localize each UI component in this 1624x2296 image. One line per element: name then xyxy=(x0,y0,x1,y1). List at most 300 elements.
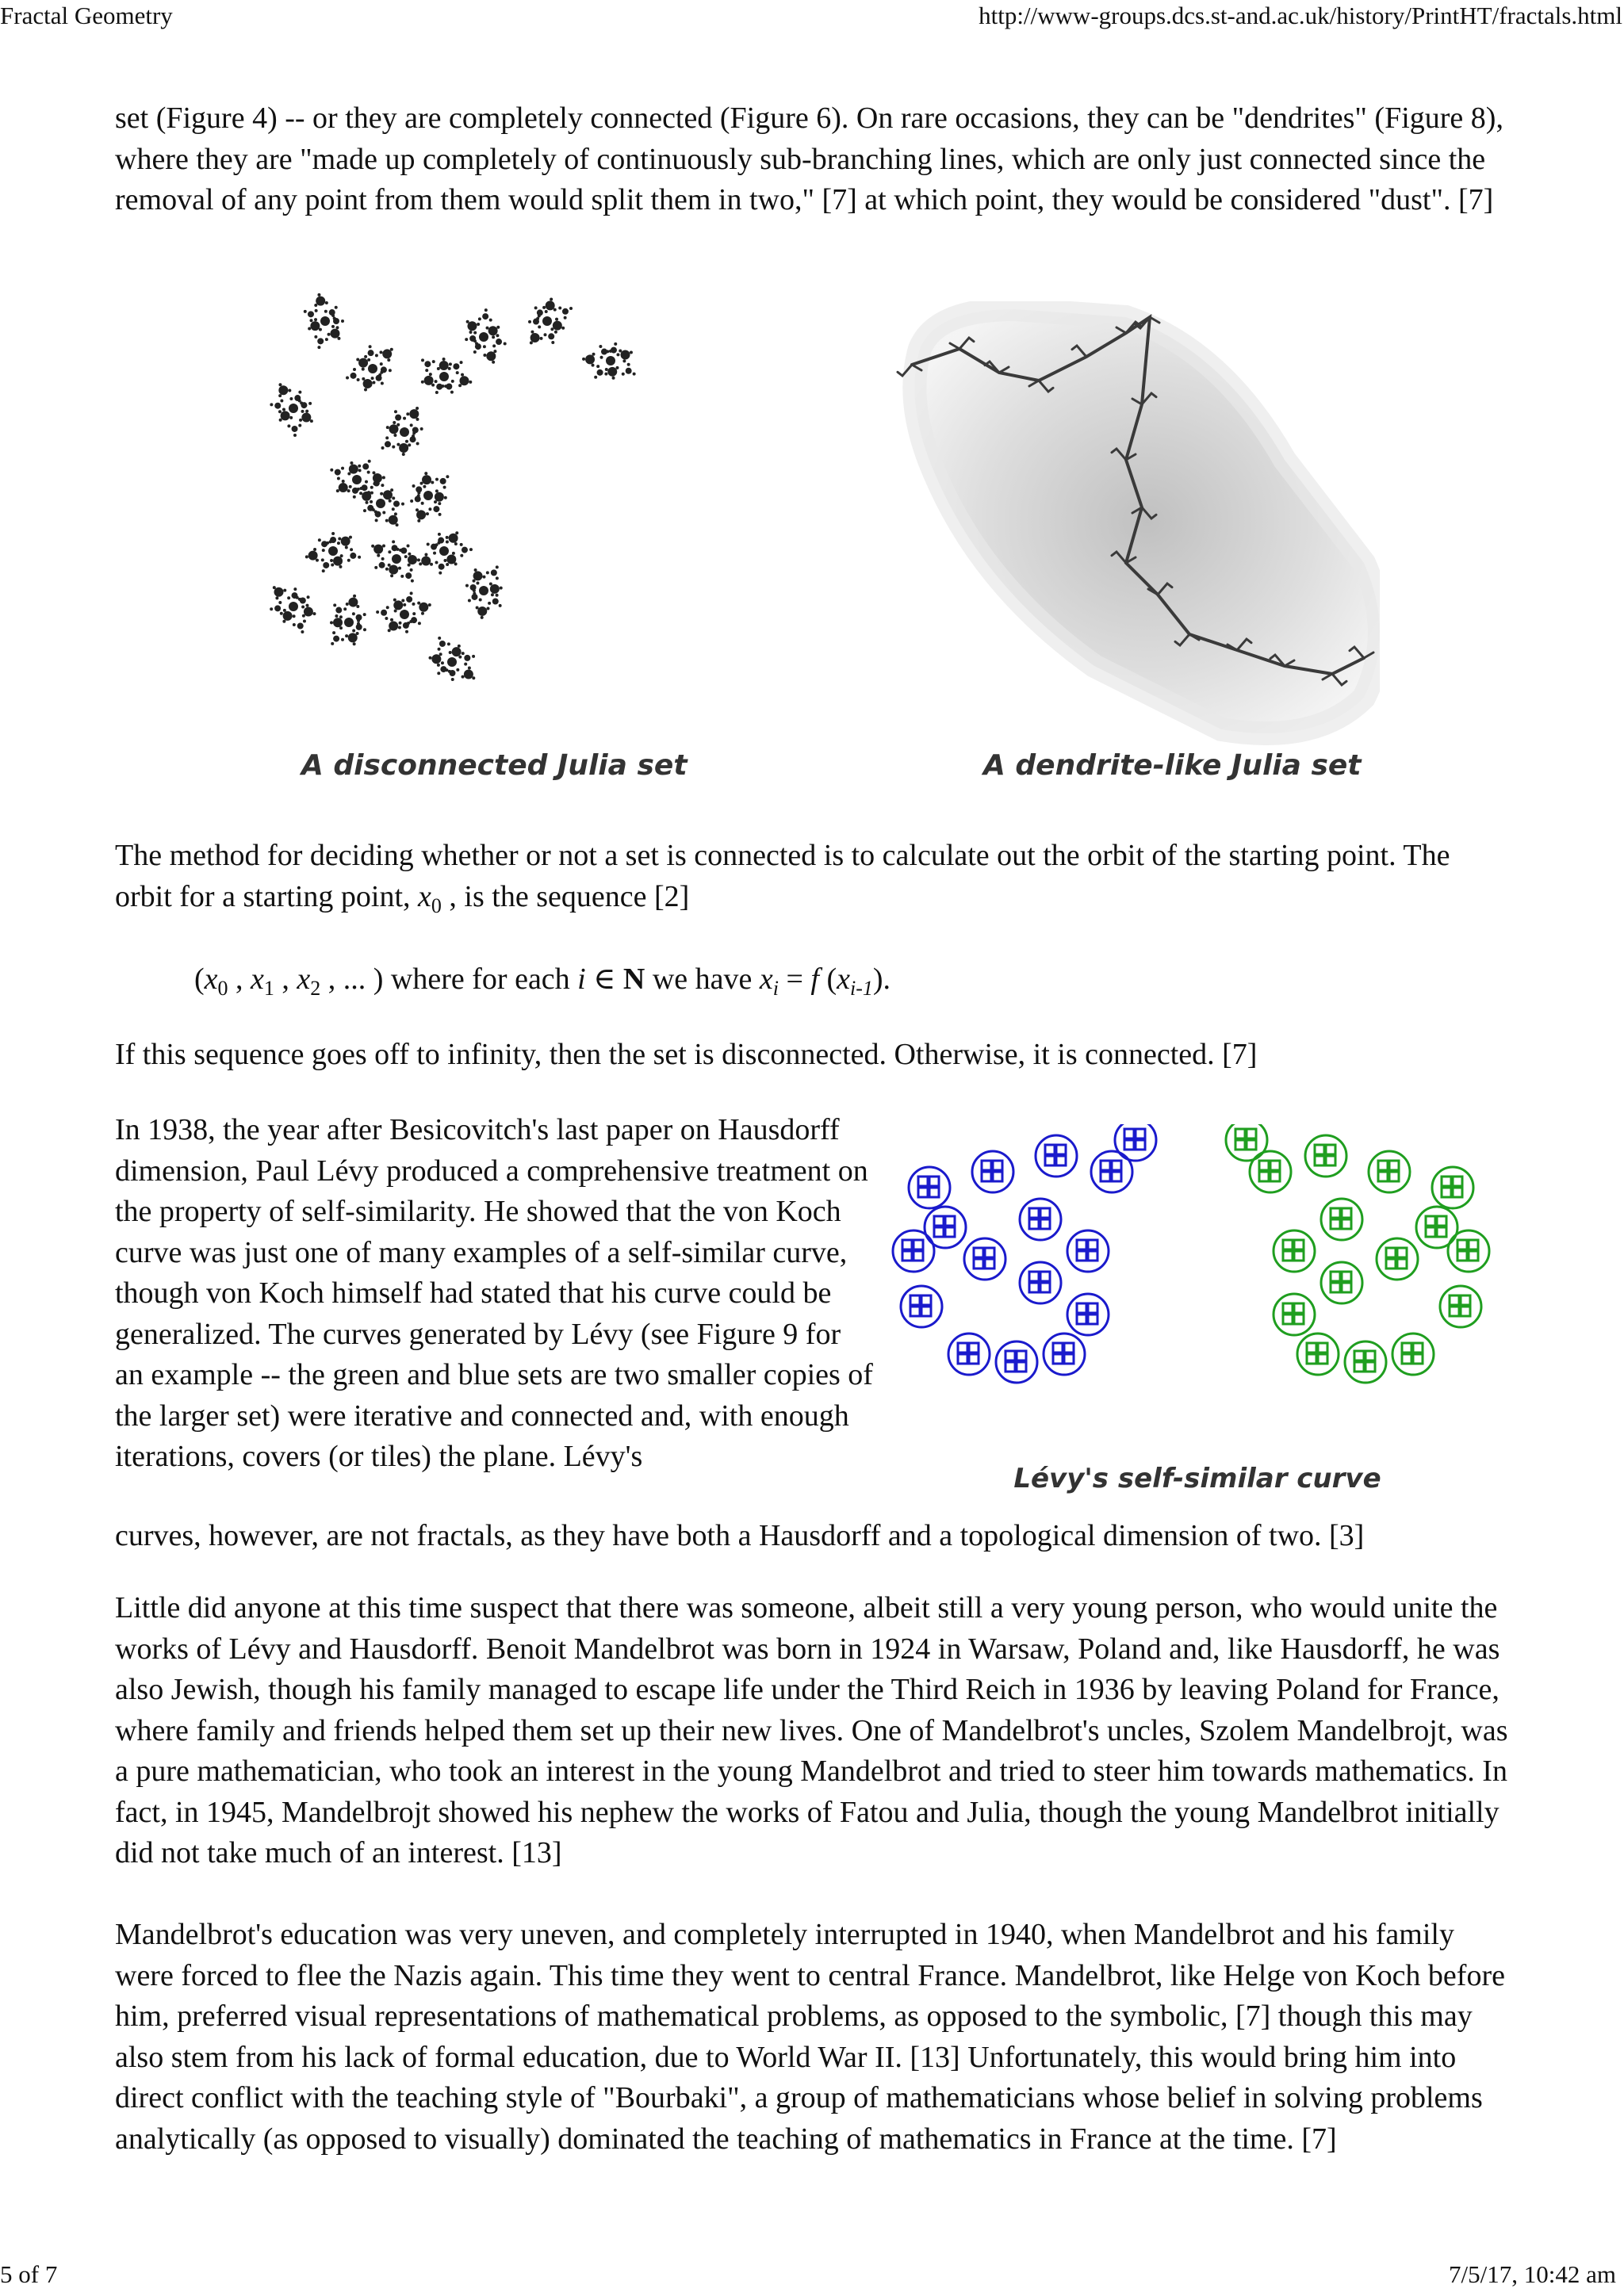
levy-square xyxy=(1318,1354,1327,1364)
fractal-blob xyxy=(297,622,304,629)
fractal-dot xyxy=(372,381,375,384)
fractal-blob xyxy=(553,321,562,331)
fractal-blob xyxy=(548,333,554,339)
fractal-dot xyxy=(491,593,494,596)
fractal-dot xyxy=(392,446,395,449)
fractal-dot xyxy=(460,554,463,557)
fractal-dot xyxy=(301,630,304,633)
fractal-dot xyxy=(429,656,432,660)
fractal-dot xyxy=(555,318,558,321)
fractal-dot xyxy=(337,477,340,480)
fractal-blob xyxy=(333,618,343,627)
levy-square xyxy=(1259,1172,1269,1181)
fractal-dot xyxy=(451,678,454,681)
levy-square xyxy=(1318,1343,1327,1353)
fractal-blob xyxy=(274,403,281,409)
fractal-dot xyxy=(472,655,475,658)
fractal-dot xyxy=(446,541,449,544)
fractal-dot xyxy=(582,358,585,361)
fractal-dot xyxy=(373,476,377,479)
fractal-dot xyxy=(402,453,405,456)
fractal-dot xyxy=(394,609,397,612)
fractal-dot xyxy=(540,337,543,340)
fractal-dot xyxy=(442,358,446,361)
levy-square xyxy=(1040,1272,1050,1281)
levy-square xyxy=(969,1343,979,1353)
levy-square xyxy=(1389,1172,1399,1181)
fractal-dot xyxy=(443,559,446,562)
paragraph-orbit xyxy=(115,836,1511,917)
fractal-dot xyxy=(380,492,383,496)
fractal-blob xyxy=(416,510,426,519)
levy-square xyxy=(1442,1188,1451,1197)
levy-square xyxy=(969,1354,979,1364)
fractal-dot xyxy=(604,373,607,376)
fractal-dot xyxy=(417,492,420,495)
levy-square xyxy=(1101,1161,1110,1170)
fractal-dot xyxy=(347,559,350,562)
fractal-blob xyxy=(422,475,431,484)
fractal-dot xyxy=(460,361,463,364)
fractal-blob xyxy=(464,669,473,679)
levy-square xyxy=(1389,1161,1399,1170)
fractal-dot xyxy=(345,546,348,549)
fractal-blob xyxy=(399,443,408,453)
levy-square xyxy=(1064,1354,1074,1364)
fractal-dot xyxy=(403,603,406,607)
fractal-blob xyxy=(323,562,329,568)
fractal-dot xyxy=(486,571,489,574)
fractal-dot xyxy=(314,304,317,307)
fractal-dot xyxy=(330,621,333,624)
fractal-dot xyxy=(273,586,276,589)
fractal-dot xyxy=(380,362,383,365)
fractal-dot xyxy=(389,369,392,372)
fractal-dot xyxy=(592,364,595,367)
fractal-blob xyxy=(607,367,617,377)
levy-square xyxy=(902,1251,912,1261)
fractal-dot xyxy=(353,496,356,499)
fractal-dot xyxy=(288,388,291,392)
fractal-blob xyxy=(294,395,301,401)
fractal-blob xyxy=(482,313,488,320)
levy-square xyxy=(1402,1354,1411,1364)
levy-square xyxy=(1331,1272,1340,1281)
levy-square xyxy=(1331,1208,1340,1218)
eq-N: N xyxy=(622,962,645,996)
footer-datetime: 7/5/17, 10:42 am xyxy=(1449,2260,1616,2288)
fractal-dot xyxy=(460,543,463,546)
fractal-dot xyxy=(387,358,390,362)
fractal-blob xyxy=(335,469,341,476)
fractal-blob xyxy=(349,465,358,474)
fractal-dot xyxy=(337,337,340,340)
fractal-dot xyxy=(435,478,439,481)
levy-square xyxy=(1283,1303,1293,1313)
fractal-dot xyxy=(339,615,343,618)
julia-dendrite-caption: A dendrite-like Julia set xyxy=(983,749,1362,782)
fractal-dot xyxy=(379,350,382,354)
fractal-blob xyxy=(379,562,385,568)
fractal-dot xyxy=(558,306,561,309)
fractal-dot xyxy=(439,513,442,516)
fractal-dot xyxy=(469,331,473,334)
fractal-dot xyxy=(469,381,472,384)
fractal-blob xyxy=(392,545,398,551)
fractal-core xyxy=(344,618,354,627)
fractal-blob xyxy=(475,343,481,350)
fractal-dot xyxy=(417,558,420,561)
orbit-var: x xyxy=(418,879,431,913)
levy-square xyxy=(1315,1156,1324,1165)
fractal-blob xyxy=(452,647,462,656)
fractal-dot xyxy=(434,500,437,503)
fractal-dot xyxy=(331,564,334,567)
fractal-dot xyxy=(346,377,349,380)
eq-close: ). xyxy=(872,962,891,996)
fractal-dot xyxy=(500,587,503,590)
levy-square xyxy=(958,1343,967,1353)
levy-square xyxy=(934,1227,944,1237)
fractal-blob xyxy=(459,376,469,385)
fractal-dot xyxy=(420,427,423,430)
fractal-blob xyxy=(393,600,403,610)
fractal-dot xyxy=(336,489,339,492)
levy-square xyxy=(1457,1251,1467,1261)
levy-square xyxy=(1307,1343,1316,1353)
fractal-blob xyxy=(462,547,468,553)
fractal-blob xyxy=(301,413,311,423)
eq-sub1: 1 xyxy=(263,977,274,1000)
fractal-dot xyxy=(594,376,597,379)
fractal-dot xyxy=(305,410,308,413)
fractal-dot xyxy=(616,353,619,356)
fractal-blob xyxy=(408,555,417,564)
fractal-dot xyxy=(483,354,486,357)
fractal-blob xyxy=(389,621,398,630)
fractal-dot xyxy=(392,496,395,499)
fractal-dot xyxy=(312,612,316,615)
fractal-blob xyxy=(562,308,569,315)
levy-square xyxy=(1270,1161,1280,1170)
fractal-blob xyxy=(304,607,313,617)
levy-square xyxy=(1056,1156,1066,1165)
levy-square xyxy=(1453,1177,1462,1186)
fractal-dot xyxy=(293,614,296,618)
fractal-blob xyxy=(621,350,630,359)
levy-square xyxy=(1017,1351,1026,1360)
fractal-blob xyxy=(348,598,358,607)
fractal-dot xyxy=(612,377,615,380)
levy-square xyxy=(918,1177,928,1186)
levy-square xyxy=(1386,1259,1396,1269)
fractal-dot xyxy=(313,548,316,551)
levy-square xyxy=(918,1188,928,1197)
disconnected-julia-set-image xyxy=(246,289,698,733)
fractal-dot xyxy=(416,442,419,445)
fractal-dot xyxy=(450,391,454,394)
fractal-dot xyxy=(356,358,359,361)
fractal-dot xyxy=(482,576,485,579)
levy-square xyxy=(1354,1351,1364,1360)
fractal-blob xyxy=(389,564,398,574)
fractal-blob xyxy=(373,545,383,554)
levy-square xyxy=(1378,1161,1388,1170)
fractal-dot xyxy=(538,325,541,328)
levy-square xyxy=(1247,1129,1256,1138)
fractal-blob xyxy=(350,553,356,559)
orbit-equation xyxy=(194,959,891,1001)
fractal-dot xyxy=(488,602,491,605)
fractal-dot xyxy=(466,320,469,323)
fractal-blob xyxy=(278,385,288,395)
fractal-dot xyxy=(307,595,310,599)
levy-square xyxy=(1101,1172,1110,1181)
fractal-dot xyxy=(308,327,311,331)
fractal-dot xyxy=(396,423,400,427)
fractal-blob xyxy=(362,484,368,491)
levy-caption: Lévy's self-similar curve xyxy=(1013,1463,1381,1494)
fractal-dot xyxy=(615,366,619,369)
levy-square xyxy=(1342,1219,1351,1229)
eq-i: i xyxy=(577,962,586,996)
fractal-dot xyxy=(283,609,286,612)
fractal-dot xyxy=(398,626,401,629)
fractal-dot xyxy=(428,603,431,607)
eq-open: ( xyxy=(194,962,205,996)
fractal-dot xyxy=(341,467,344,470)
fractal-dot xyxy=(477,323,480,326)
fractal-dot xyxy=(377,554,380,557)
fractal-dot xyxy=(438,637,441,640)
levy-square xyxy=(1136,1140,1145,1150)
fractal-dot xyxy=(372,471,375,474)
fractal-blob xyxy=(274,587,284,597)
fractal-dot xyxy=(481,616,484,619)
fractal-dot xyxy=(382,511,385,514)
fractal-dot xyxy=(331,325,335,328)
fractal-dot xyxy=(439,572,442,575)
fractal-blob xyxy=(546,300,555,310)
fractal-dot xyxy=(545,310,548,313)
fractal-dot xyxy=(393,434,396,437)
eq-sub2: 2 xyxy=(310,977,321,1000)
levy-square xyxy=(974,1248,983,1257)
fractal-dot xyxy=(353,642,356,645)
fractal-blob xyxy=(435,492,444,502)
fractal-dot xyxy=(418,622,421,625)
fractal-dot xyxy=(417,519,420,522)
paragraph-mandelbrot-youth: Little did anyone at this time suspect that there was someone, albeit still a very young person, who would unite the works of Lévy and Hausdorff. Benoit Mandelbrot was born in 1924 in Warsaw, Poland and, like Hausdorff, he was also Jewish, though his family managed to escape life under the Third Reich in 1936 by leaving Poland for France, where family and friends helped them set up their new lives. One of Mandelbrot's uncles, Szolem Mandelbrojt, was a pure mathematician, who took an interest in the young Mandelbrot and tried to steer him towards mathematics. In fact, in 1945, Mandelbrojt showed his nephew the works of Fatou and Julia, though the young Mandelbrot initially did not take much of an interest. [13] xyxy=(115,1591,1508,1869)
fractal-dot xyxy=(454,542,458,545)
fractal-blob xyxy=(473,571,483,580)
fractal-dot xyxy=(473,350,477,354)
eq-f: f xyxy=(810,962,819,996)
levy-square xyxy=(921,1295,931,1305)
levy-square xyxy=(1235,1129,1245,1138)
fractal-blob xyxy=(467,321,477,331)
fractal-dot xyxy=(314,318,317,321)
levy-square xyxy=(1457,1240,1467,1249)
fractal-dot xyxy=(390,574,393,577)
fractal-dot xyxy=(596,365,599,368)
fractal-dot xyxy=(385,617,388,620)
fractal-dot xyxy=(367,471,370,474)
fractal-dot xyxy=(366,501,369,504)
fractal-dot xyxy=(299,419,302,422)
fractal-blob xyxy=(385,441,391,447)
fractal-dot xyxy=(359,492,362,495)
fractal-blob xyxy=(333,557,343,566)
fractal-dot xyxy=(298,598,301,601)
fractal-dot xyxy=(464,663,467,666)
fractal-dot xyxy=(365,480,368,484)
fractal-dot xyxy=(431,384,435,387)
fractal-blob xyxy=(363,379,373,388)
fractal-blob xyxy=(406,596,412,603)
fractal-blob xyxy=(412,427,419,433)
fractal-blob xyxy=(389,515,398,525)
fractal-blob xyxy=(358,358,368,368)
fractal-dot xyxy=(322,549,325,552)
levy-square xyxy=(1442,1177,1451,1186)
levy-square xyxy=(910,1307,920,1316)
footer-page-number: 5 of 7 xyxy=(0,2260,58,2288)
fractal-dot xyxy=(473,331,477,335)
fractal-dot xyxy=(335,306,338,309)
eq-xi: x xyxy=(759,962,773,996)
fractal-blob xyxy=(362,463,369,469)
fractal-dot xyxy=(435,391,439,394)
fractal-dot xyxy=(627,363,630,366)
fractal-dot xyxy=(394,410,397,413)
fractal-dot xyxy=(386,606,389,609)
fractal-dot xyxy=(370,500,373,503)
fractal-dot xyxy=(485,327,488,330)
levy-square xyxy=(1088,1303,1097,1313)
fractal-dot xyxy=(287,424,290,427)
fractal-blob xyxy=(321,541,327,547)
fractal-dot xyxy=(405,440,408,443)
fractal-dot xyxy=(280,400,283,403)
fractal-blob xyxy=(339,483,348,492)
fractal-dot xyxy=(426,512,429,515)
fractal-dot xyxy=(321,558,324,561)
fractal-dot xyxy=(483,345,486,348)
fractal-dot xyxy=(416,407,419,410)
fractal-dot xyxy=(340,554,343,557)
fractal-dot xyxy=(462,675,465,679)
levy-square xyxy=(958,1354,967,1364)
fractal-dot xyxy=(412,484,416,488)
fractal-blob xyxy=(393,500,400,507)
levy-square xyxy=(1270,1172,1280,1181)
fractal-dot xyxy=(390,348,393,351)
fractal-dot xyxy=(363,509,366,512)
fractal-dot xyxy=(461,373,464,377)
levy-square xyxy=(1307,1354,1316,1364)
levy-square xyxy=(1469,1251,1478,1261)
fractal-dot xyxy=(339,565,342,568)
fractal-dot xyxy=(441,385,444,388)
fractal-blob xyxy=(373,480,380,487)
fractal-dot xyxy=(393,421,396,424)
fractal-dot xyxy=(430,563,433,566)
fractal-dot xyxy=(403,417,406,420)
levy-square xyxy=(982,1161,991,1170)
levy-square xyxy=(1124,1129,1134,1138)
levy-square xyxy=(1342,1283,1351,1292)
fractal-blob xyxy=(291,592,297,599)
fractal-blob xyxy=(585,354,595,364)
fractal-dot xyxy=(364,388,367,392)
fractal-dot xyxy=(293,587,297,591)
paragraph-mandelbrot-education: Mandelbrot's education was very uneven, and completely interrupted in 1940, when Mandelbrot and his family were forced to flee the Nazis again. This time they went to central France. Mandelbrot, like Helge von Koch before him, preferred visual representations of mathematical problems, as opposed to the symbolic, [7] though this may also stem from his lack of formal education, due to World War II. [13] Unfortunately, this would bring him into direct conflict with the teaching style of "Bourbaki", a group of mathematicians whose belief in solving problems analytically (as opposed to visually) dominated the teaching of mathematics in France at the time. [7] xyxy=(115,1918,1505,2156)
fractal-core xyxy=(289,404,298,413)
fractal-dot xyxy=(388,550,391,553)
fractal-dot xyxy=(438,648,441,651)
levy-square xyxy=(1283,1240,1293,1249)
fractal-blob xyxy=(356,614,362,621)
fractal-core xyxy=(368,364,377,373)
fractal-dot xyxy=(416,418,419,421)
fractal-blob xyxy=(424,376,434,385)
fractal-blob xyxy=(433,506,439,512)
paragraph-levy: In 1938, the year after Besicovitch's last paper on Hausdorff dimension, Paul Lévy produced a comprehensive treatment on the property of self-similarity. He showed that the von Koch curve was just one of many examples of a self-similar curve, though von Koch himself had stated that his curve could be generalized. The curves generated by Lévy (see Figure 9 for an example -- the green and blue sets are two smaller copies of the larger set) were iterative and connected and, with enough iterations, covers (or tiles) the plane. Lévy's xyxy=(115,1113,873,1473)
fractal-dot xyxy=(316,559,319,562)
fractal-dot xyxy=(438,502,441,505)
fractal-dot xyxy=(369,345,372,348)
fractal-dot xyxy=(550,327,553,331)
fractal-dot xyxy=(370,486,373,489)
levy-square xyxy=(1315,1145,1324,1154)
levy-square xyxy=(1283,1251,1293,1261)
fractal-dot xyxy=(408,553,411,556)
fractal-dot xyxy=(382,544,385,547)
fractal-dot xyxy=(455,531,458,534)
fractal-dot xyxy=(375,519,378,522)
fractal-dot xyxy=(358,556,361,559)
header-url[interactable]: http://www-groups.dcs.st-and.ac.uk/history/PrintHT/fractals.html xyxy=(979,2,1622,29)
fractal-dot xyxy=(542,306,546,309)
fractal-blob xyxy=(292,426,298,432)
fractal-core xyxy=(400,427,409,437)
fractal-dot xyxy=(446,475,449,478)
fractal-core xyxy=(479,332,488,342)
levy-square xyxy=(1040,1208,1050,1218)
fractal-blob xyxy=(368,350,374,356)
levy-square xyxy=(910,1295,920,1305)
fractal-dot xyxy=(435,489,439,492)
levy-square xyxy=(1124,1140,1134,1150)
fractal-dot xyxy=(300,401,303,404)
levy-square xyxy=(1397,1259,1407,1269)
fractal-core xyxy=(400,610,409,619)
fractal-dot xyxy=(363,613,366,616)
levy-square xyxy=(929,1177,939,1186)
fractal-dot xyxy=(282,620,285,623)
fractal-dot xyxy=(410,591,413,595)
fractal-dot xyxy=(486,607,489,610)
fractal-dot xyxy=(308,402,312,405)
fractal-dot xyxy=(319,328,322,331)
fractal-dot xyxy=(496,326,500,329)
levy-square xyxy=(1077,1314,1086,1324)
fractal-dot xyxy=(342,480,345,483)
fractal-core xyxy=(328,546,338,556)
fractal-dot xyxy=(304,310,307,313)
fractal-dot xyxy=(496,594,499,597)
